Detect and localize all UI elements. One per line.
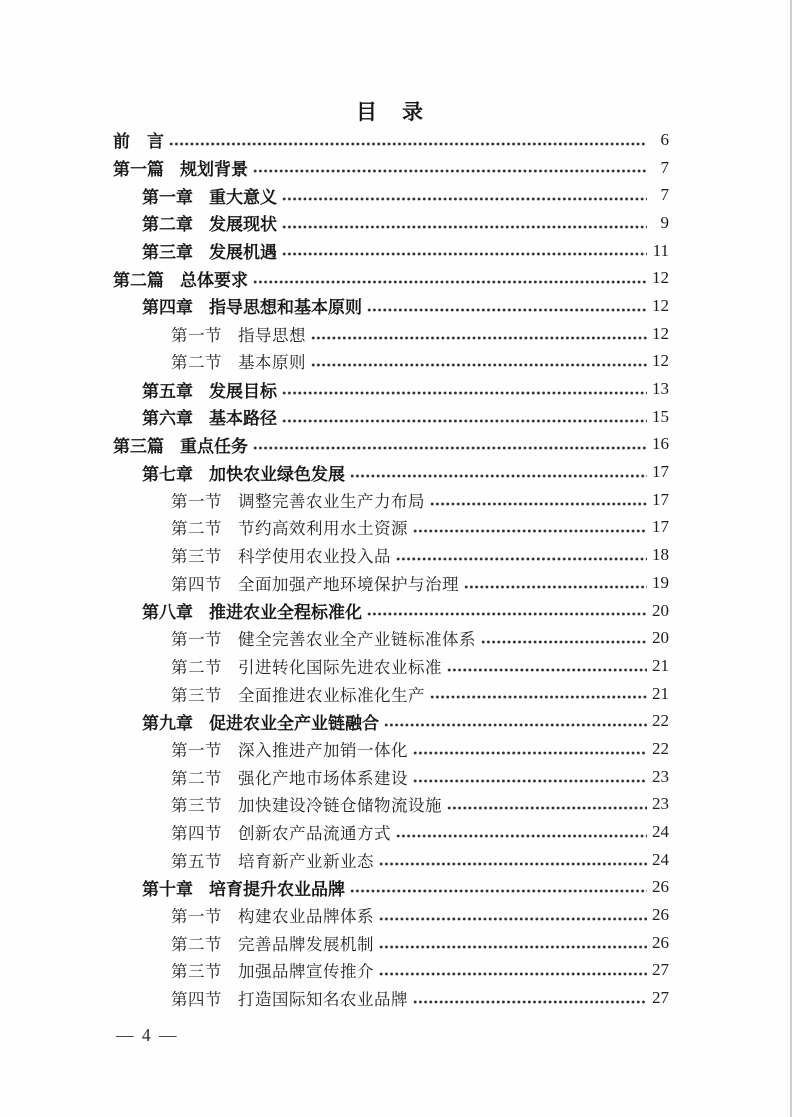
toc-entry-title: 健全完善农业全产业链标准体系	[238, 630, 476, 650]
toc-entry-page: 16	[652, 434, 669, 454]
toc-entry-page: 19	[652, 572, 669, 592]
toc-entry	[113, 181, 669, 209]
toc-entry-page: 17	[652, 517, 669, 537]
toc-entry-title: 发展目标	[209, 381, 277, 401]
toc-entry-title: 基本路径	[209, 409, 277, 429]
toc-entry-label: 第二节	[171, 934, 222, 954]
dot-leader	[430, 501, 647, 507]
toc-entry-title: 培育提升农业品牌	[209, 879, 345, 899]
toc-entry	[113, 846, 669, 874]
toc-entry-title: 重大意义	[209, 187, 277, 207]
toc-entry-title: 培育新产业新业态	[238, 851, 374, 871]
toc-entry-label: 第四节	[171, 574, 222, 594]
dot-leader	[253, 279, 647, 285]
toc-entry-label: 第三节	[171, 685, 222, 705]
toc-entry-title: 发展机遇	[209, 243, 277, 263]
toc-entry-label: 第一节	[171, 907, 222, 927]
toc-entry-label: 第三章	[142, 243, 193, 263]
toc-entry-page: 26	[652, 877, 669, 897]
toc-entry-title: 总体要求	[180, 270, 248, 290]
toc-entry-title: 加强品牌宣传推介	[238, 962, 374, 982]
toc-entry-title: 促进农业全产业链融合	[209, 713, 379, 733]
dot-leader	[367, 611, 647, 617]
toc-entry-label: 第四节	[171, 990, 222, 1010]
toc-entry-page: 11	[652, 240, 669, 260]
toc-entry	[113, 514, 669, 542]
toc-entry-page: 24	[652, 822, 669, 842]
toc-entry	[113, 624, 669, 652]
toc-entry-label: 第一节	[171, 325, 222, 345]
dot-leader	[282, 224, 647, 230]
toc-entry-title: 完善品牌发展机制	[238, 934, 374, 954]
toc-entry-label: 第二章	[142, 215, 193, 235]
toc-entry-label: 第七章	[142, 464, 193, 484]
toc-entry-title: 加快农业绿色发展	[209, 464, 345, 484]
toc-entry	[113, 375, 669, 403]
dot-leader	[379, 861, 647, 867]
toc-entry	[113, 597, 669, 625]
toc-entry-page: 21	[652, 683, 669, 703]
toc-entry-title: 引进转化国际先进农业标准	[238, 657, 442, 677]
toc-entry	[113, 541, 669, 569]
dot-leader	[413, 528, 647, 534]
dot-leader	[282, 196, 647, 202]
toc-entry	[113, 154, 669, 182]
toc-entry	[113, 680, 669, 708]
dot-leader	[253, 168, 647, 174]
toc-entry	[113, 126, 669, 154]
toc-entry	[113, 652, 669, 680]
dot-leader	[367, 307, 647, 313]
toc-entry-title: 强化产地市场体系建设	[238, 768, 408, 788]
toc-entry	[113, 403, 669, 431]
toc-entry	[113, 984, 669, 1012]
toc-entry-label: 第九章	[142, 713, 193, 733]
toc-entry	[113, 707, 669, 735]
toc-entry	[113, 320, 669, 348]
toc-entry-page: 26	[652, 905, 669, 925]
toc-entry-title: 调整完善农业生产力布局	[238, 491, 425, 511]
toc-entry-title: 基本原则	[238, 353, 306, 373]
toc-entry-label: 第三节	[171, 547, 222, 567]
toc-entry-title: 规划背景	[180, 160, 248, 180]
toc-entry	[113, 431, 669, 459]
toc-entry-page: 15	[652, 406, 669, 426]
toc-entry-page: 22	[652, 738, 669, 758]
toc-entry-title: 加快建设冷链仓储物流设施	[238, 796, 442, 816]
toc-entry-label: 第一章	[142, 187, 193, 207]
dot-leader	[384, 722, 647, 728]
toc-entry-page: 27	[652, 960, 669, 980]
toc-entry	[113, 237, 669, 265]
dot-leader	[350, 473, 647, 479]
toc-entry-page: 9	[660, 212, 669, 232]
toc-entry-page: 23	[652, 766, 669, 786]
toc-entry	[113, 735, 669, 763]
toc-entry-page: 27	[652, 988, 669, 1008]
toc-entry-page: 7	[660, 157, 669, 177]
toc-entry-page: 18	[652, 545, 669, 565]
footer-page-number: — 4 —	[116, 1025, 179, 1045]
toc-entry-title: 全面推进农业标准化生产	[238, 685, 425, 705]
toc-entry-title: 创新农产品流通方式	[238, 824, 391, 844]
toc-entry-label: 第二节	[171, 519, 222, 539]
toc-entry-page: 23	[652, 794, 669, 814]
toc-entry-page: 21	[652, 655, 669, 675]
dot-leader	[282, 251, 647, 257]
toc-entry-title: 科学使用农业投入品	[238, 547, 391, 567]
dot-leader	[253, 445, 647, 451]
dot-leader	[169, 141, 647, 147]
toc-entry-title: 发展现状	[209, 215, 277, 235]
toc-entry	[113, 763, 669, 791]
toc-entry-title: 指导思想和基本原则	[209, 298, 362, 318]
dot-leader	[379, 971, 647, 977]
toc-entry-label: 第三节	[171, 796, 222, 816]
toc-entry-title: 全面加强产地环境保护与治理	[238, 574, 459, 594]
dot-leader	[311, 362, 647, 368]
toc-entry-label: 第二节	[171, 768, 222, 788]
toc-entry	[113, 901, 669, 929]
toc-entry-label: 第二节	[171, 353, 222, 373]
toc-entry	[113, 957, 669, 985]
toc-entry-page: 22	[652, 711, 669, 731]
toc-entry-label: 第一节	[171, 491, 222, 511]
toc-entry	[113, 348, 669, 376]
page-footer	[116, 1025, 179, 1046]
dot-leader	[311, 335, 647, 341]
dot-leader	[430, 694, 647, 700]
toc-entry	[113, 569, 669, 597]
toc-entry-label: 第十章	[142, 879, 193, 899]
toc-entry-label: 第二篇	[113, 270, 164, 290]
toc-entry-page: 7	[660, 185, 669, 205]
dot-leader	[464, 584, 647, 590]
toc-entry	[113, 791, 669, 819]
toc-entry-page: 20	[652, 600, 669, 620]
toc-entry-title: 深入推进产加销一体化	[238, 740, 408, 760]
dot-leader	[413, 778, 647, 784]
toc-entry-page: 13	[652, 379, 669, 399]
toc-entry-page: 26	[652, 932, 669, 952]
toc-entry-label: 第一节	[171, 630, 222, 650]
toc-entry	[113, 486, 669, 514]
toc-entry-page: 12	[652, 295, 669, 315]
dot-leader	[379, 916, 647, 922]
dot-leader	[396, 556, 647, 562]
dot-leader	[447, 805, 647, 811]
toc-entry-label: 第三节	[171, 962, 222, 982]
toc-entry-label: 前 言	[113, 132, 164, 152]
toc-entry-label: 第六章	[142, 409, 193, 429]
toc-entry-label: 第五章	[142, 381, 193, 401]
dot-leader	[447, 667, 647, 673]
toc-entry-label: 第一节	[171, 740, 222, 760]
toc-entry-title: 构建农业品牌体系	[238, 907, 374, 927]
dot-leader	[379, 944, 647, 950]
dot-leader	[350, 888, 647, 894]
toc-entry-title: 推进农业全程标准化	[209, 603, 362, 623]
toc-title: 目 录	[356, 101, 425, 124]
toc-entry-page: 24	[652, 849, 669, 869]
toc-entry-title: 重点任务	[180, 436, 248, 456]
toc-entry	[113, 929, 669, 957]
toc-list	[113, 126, 669, 1012]
toc-entry	[113, 458, 669, 486]
dot-leader	[413, 999, 647, 1005]
toc-entry	[113, 209, 669, 237]
toc-entry-label: 第四节	[171, 824, 222, 844]
dot-leader	[282, 418, 647, 424]
toc-entry-page: 20	[652, 628, 669, 648]
toc-entry-page: 12	[652, 268, 669, 288]
toc-entry	[113, 874, 669, 902]
toc-entry	[113, 818, 669, 846]
toc-entry	[113, 264, 669, 292]
toc-entry-page: 17	[652, 489, 669, 509]
toc-entry-page: 12	[652, 351, 669, 371]
dot-leader	[481, 639, 647, 645]
dot-leader	[282, 390, 647, 396]
toc-entry	[113, 292, 669, 320]
toc-entry-label: 第五节	[171, 851, 222, 871]
toc-entry-title: 节约高效利用水土资源	[238, 519, 408, 539]
toc-entry-label: 第三篇	[113, 436, 164, 456]
dot-leader	[413, 750, 647, 756]
toc-entry-page: 6	[660, 129, 669, 149]
toc-entry-label: 第八章	[142, 603, 193, 623]
toc-entry-label: 第四章	[142, 298, 193, 318]
dot-leader	[396, 833, 647, 839]
toc-entry-page: 17	[652, 462, 669, 482]
toc-entry-title: 指导思想	[238, 325, 306, 345]
toc-entry-label: 第一篇	[113, 160, 164, 180]
toc-entry-label: 第二节	[171, 657, 222, 677]
toc-entry-title: 打造国际知名农业品牌	[238, 990, 408, 1010]
toc-entry-page: 12	[652, 323, 669, 343]
